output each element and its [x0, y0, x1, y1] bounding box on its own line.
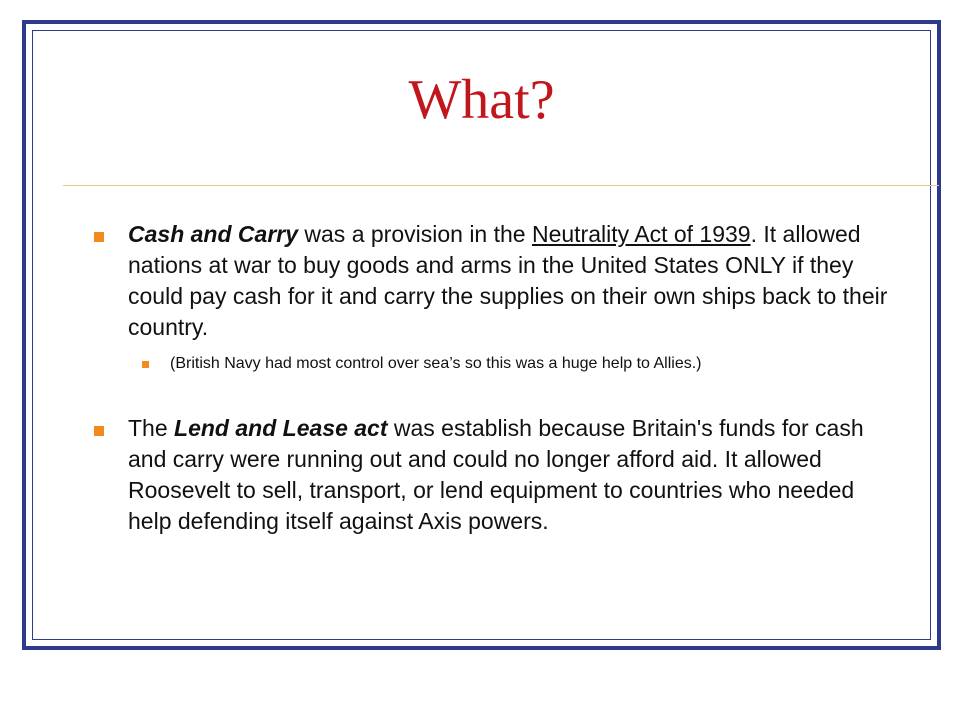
slide-body [86, 219, 901, 537]
slide-frame [22, 20, 941, 650]
square-bullet-icon [94, 232, 104, 242]
bullet-text: was establish because Britain's funds for cash and carry were running out and could no longer afford aid. It allowed Roosevelt to sell, transport, or lend equipment to countries who needed help defending itself against Axis powers. [128, 415, 864, 534]
square-bullet-icon [142, 361, 149, 368]
neutrality-act-link[interactable]: Neutrality Act of 1939 [531, 221, 751, 247]
bold-term-cash-and-carry: Cash and Carry [128, 221, 299, 247]
bullet-cash-and-carry [86, 219, 901, 343]
slide-title: What? [408, 69, 555, 131]
bullet-text: was a provision in the [298, 221, 532, 247]
bullet-lend-and-lease [86, 413, 901, 537]
title-divider [63, 185, 939, 186]
bullet-text: . It allowed nations at war to buy goods and arms in the United States ONLY if they could pay cash for it and carry the supplies on their own ships back to their country. [128, 221, 888, 340]
sub-bullet-text: (British Navy had most control over sea’s so this was a huge help to Allies.) [170, 355, 702, 372]
bold-term-lend-and-lease: Lend and Lease act [174, 415, 388, 441]
sub-bullet-british-navy [86, 353, 901, 375]
square-bullet-icon [94, 426, 104, 436]
bullet-text: The [128, 415, 175, 441]
